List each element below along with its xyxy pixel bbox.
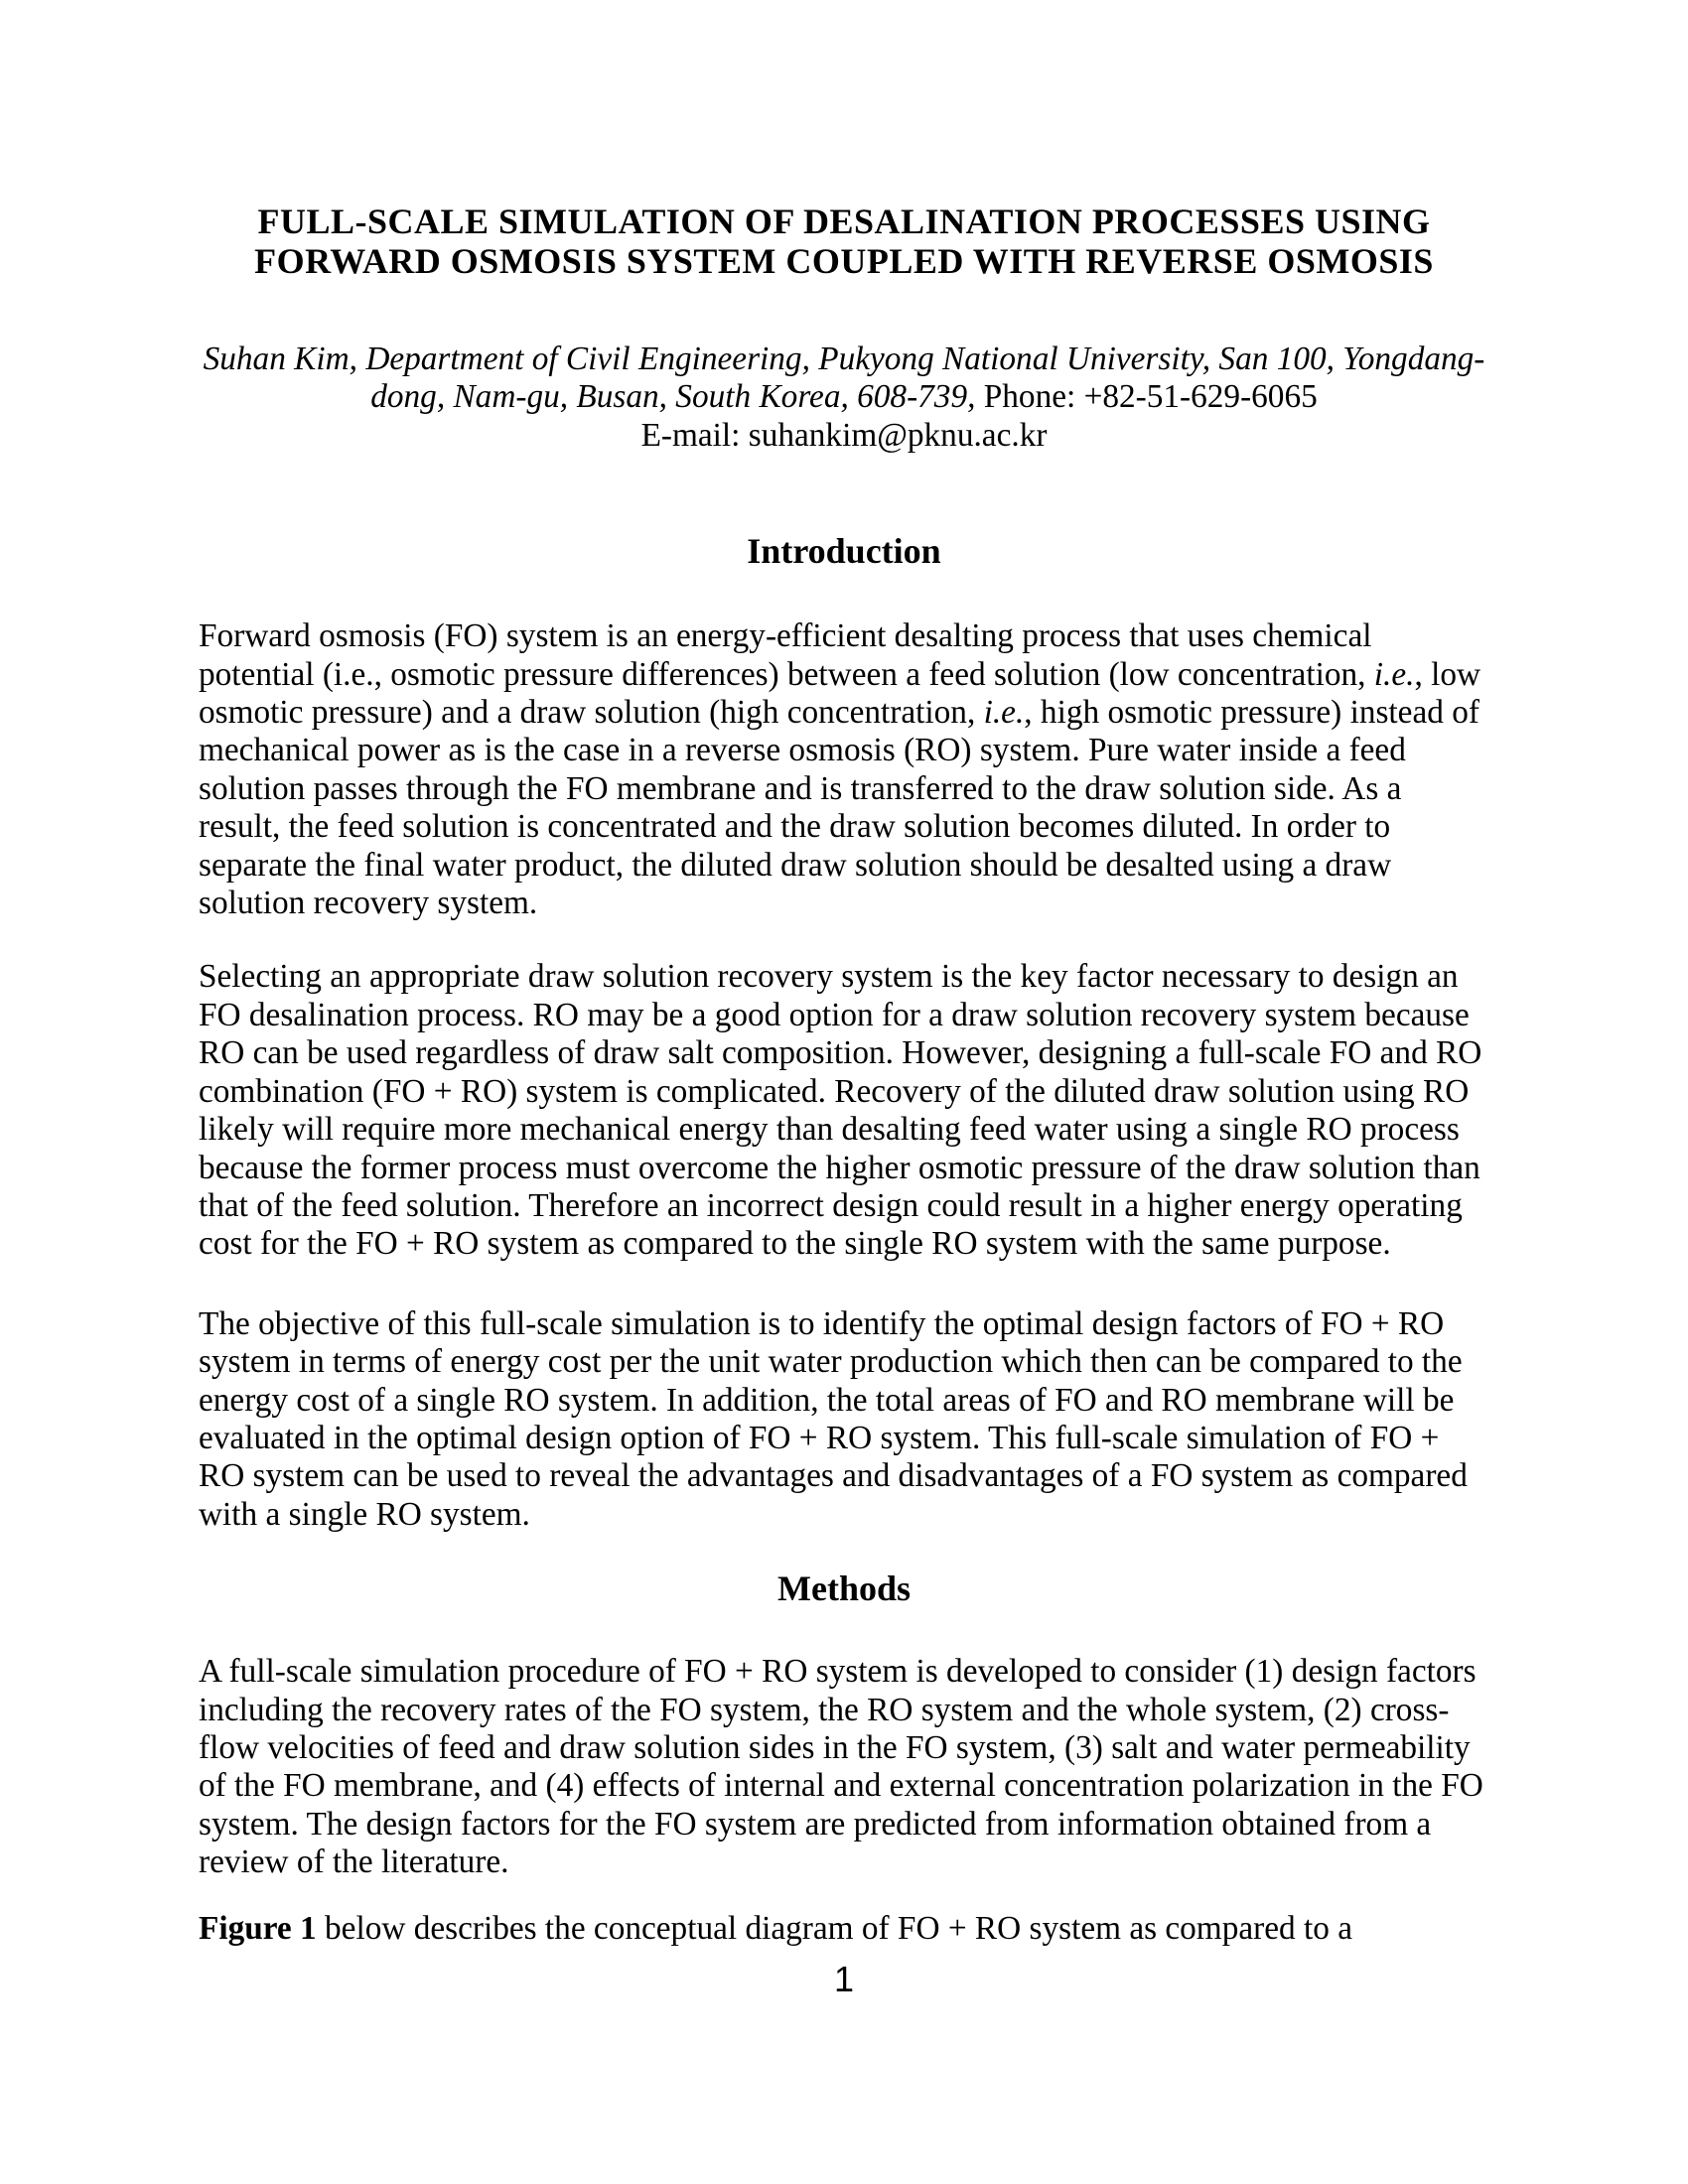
text-segment: Suhan Kim, Department of Civil Engineering, Pukyong National University, San 100, Yongdang- (203, 341, 1485, 377)
author-affiliation-line-1 (199, 341, 1489, 378)
text-segment: E-mail: suhankim@pknu.ac.kr (640, 416, 1048, 454)
text-segment: Phone: +82-51-629-6065 (975, 378, 1318, 416)
introduction-paragraph-1 (199, 617, 1489, 922)
author-email-line (199, 417, 1489, 455)
figure-reference-paragraph (199, 1910, 1489, 1948)
paper-title-line-2: FORWARD OSMOSIS SYSTEM COUPLED WITH REVERSE OSMOSIS (254, 241, 1434, 281)
text-segment: i.e. (1373, 655, 1415, 693)
methods-paragraph-1 (199, 1653, 1489, 1881)
text-segment: , low osmotic pressure) and a draw solution (high concentration, (199, 655, 1481, 732)
author-affiliation-block (199, 341, 1489, 455)
introduction-paragraph-2 (199, 958, 1489, 1263)
text-segment: below describes the conceptual diagram of FO + RO system as compared to a (316, 1909, 1352, 1947)
text-segment: The objective of this full-scale simulation is to identify the optimal design factors of FO + RO system in terms of energy cost per the unit water production which then can be compared to the energy cost of a single RO system. In addition, the total areas of FO and RO membrane will be evaluated in the optimal design option of FO + RO system. This full-scale simulation of FO + RO system can be used to reveal the advantages and disadvantages of a FO system as compared with a single RO system. (199, 1304, 1468, 1533)
text-segment: Forward osmosis (FO) system is an energy-efficient desalting process that uses chemical potential (i.e., osmotic pressure differences) between a feed solution (low concentration, (199, 617, 1374, 693)
section-heading-methods: Methods (777, 1569, 911, 1609)
introduction-paragraph-3 (199, 1305, 1489, 1534)
text-segment: , high osmotic pressure) instead of mechanical power as is the case in a reverse osmosis (RO) system. Pure water inside a feed solution passes through the FO membrane and is transferred to the draw solution side. As a result, the feed solution is concentrated and the draw solution becomes diluted. In order to separate the final water product, the diluted draw solution should be desalted using a draw solution recovery system. (199, 694, 1479, 922)
text-segment: A full-scale simulation procedure of FO + RO system is developed to consider (1) design factors including the recovery rates of the FO system, the RO system and the whole system, (2) cross-flow velocities of feed and draw solution sides in the FO system, (3) salt and water permeability of the FO membrane, and (4) effects of internal and external concentration polarization in the FO system. The design factors for the FO system are predicted from information obtained from a review of the literature. (199, 1653, 1483, 1881)
paper-title (199, 202, 1489, 281)
page-number: 1 (833, 1959, 855, 1999)
text-segment: dong, Nam-gu, Busan, South Korea, 608-739, (370, 378, 976, 416)
paper-title-line-1: FULL-SCALE SIMULATION OF DESALINATION PROCESSES USING (257, 202, 1431, 241)
text-segment: i.e. (983, 694, 1025, 732)
text-segment: Selecting an appropriate draw solution recovery system is the key factor necessary to design an FO desalination process. RO may be a good option for a draw solution recovery system because RO can be used regardless of draw salt composition. However, designing a full-scale FO and RO combination (FO + RO) system is complicated. Recovery of the diluted draw solution using RO likely will require more mechanical energy than desalting feed water using a single RO process because the former process must overcome the higher osmotic pressure of the draw solution than that of the feed solution. Therefore an incorrect design could result in a higher energy operating cost for the FO + RO system as compared to the single RO system with the same purpose. (199, 958, 1482, 1263)
text-segment: Figure 1 (199, 1909, 317, 1947)
author-affiliation-line-2 (199, 378, 1489, 416)
section-heading-introduction: Introduction (747, 531, 941, 572)
